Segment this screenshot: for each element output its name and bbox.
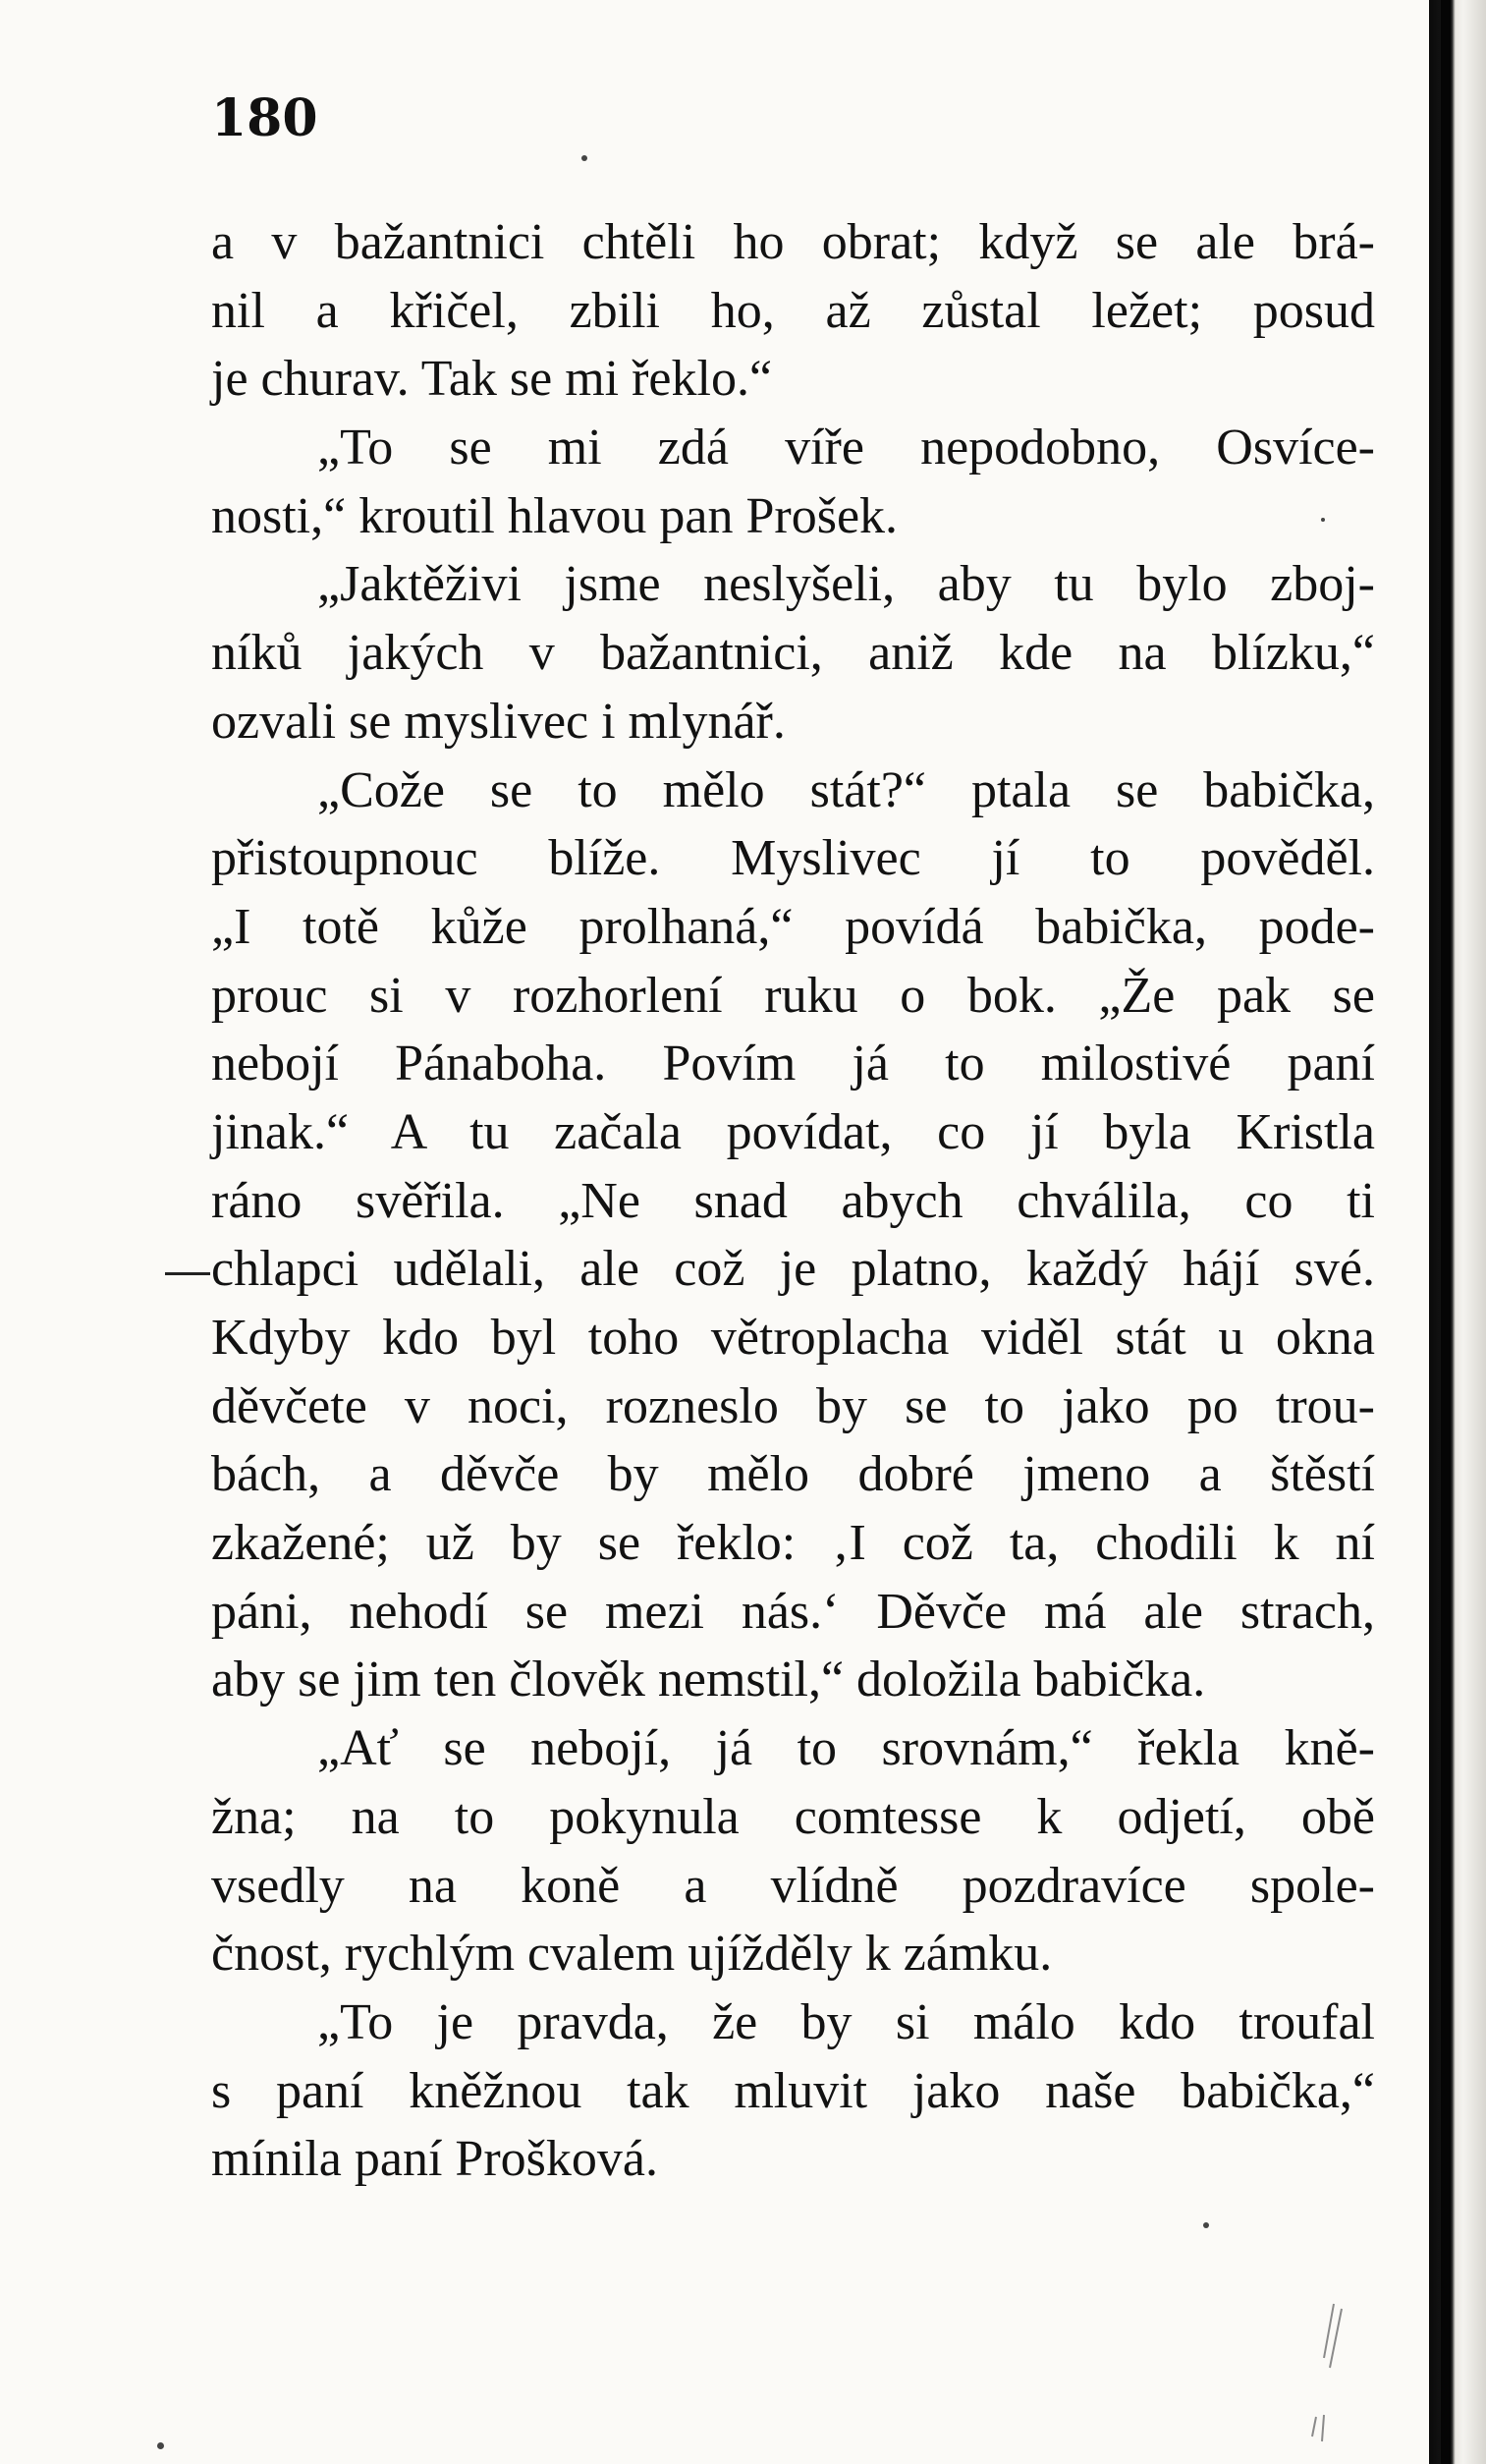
text-line: vsedly na koně a vlídně pozdravíce spole- — [211, 1857, 1375, 1914]
text-line: páni, nehodí se mezi nás.‘ Děvče má ale strach, — [211, 1583, 1375, 1640]
text-line: žna; na to pokynula comtesse k odjetí, obě — [211, 1788, 1375, 1845]
text-line: „I totě kůže prolhaná,“ povídá babička, pode- — [211, 898, 1375, 955]
text-line: „Jaktěživi jsme neslyšeli, aby tu bylo zboj- — [317, 556, 1375, 613]
text-line: je churav. Tak se mi řeklo.“ — [211, 351, 773, 408]
text-line: nosti,“ kroutil hlavou pan Prošek. — [211, 487, 899, 544]
text-line: čnost, rychlým cvalem ujížděly k zámku. — [211, 1926, 1053, 1983]
text-line: mínila paní Prošková. — [211, 2131, 658, 2188]
margin-dash — [165, 1272, 210, 1275]
text-line: jinak.“ A tu začala povídat, co jí byla Kristla — [211, 1103, 1375, 1160]
body-text — [211, 208, 1375, 2194]
page-number: 180 — [211, 88, 318, 148]
text-line: ozvali se myslivec i mlynář. — [211, 693, 786, 750]
text-line: zkažené; už by se řeklo: ‚I což ta, chodili k ní — [211, 1515, 1375, 1572]
text-line: ráno svěřila. „Ne snad abych chválila, co ti — [211, 1172, 1375, 1229]
text-line: děvčete v noci, rozneslo by se to jako po trou- — [211, 1377, 1375, 1434]
text-line: nebojí Pánaboha. Povím já to milostivé paní — [211, 1036, 1375, 1092]
paper-speck — [157, 2442, 164, 2449]
paper-speck — [581, 155, 587, 161]
text-line: níků jakých v bažantnici, aniž kde na blízku,“ — [211, 625, 1375, 682]
text-line: Kdyby kdo byl toho větroplacha viděl stát u okna — [211, 1310, 1375, 1366]
text-line: a v bažantnici chtěli ho obrat; když se ale brá- — [211, 214, 1375, 270]
text-line: s paní kněžnou tak mluvit jako naše babička,“ — [211, 2062, 1375, 2119]
binding-gutter — [1441, 0, 1451, 2464]
text-line: přistoupnouc blíže. Myslivec jí to pověděl. — [211, 830, 1375, 887]
text-line: aby se jim ten člověk nemstil,“ doložila babička. — [211, 1652, 1206, 1708]
pencil-mark — [1294, 2299, 1353, 2446]
text-line: nil a křičel, zbili ho, až zůstal ležet; posud — [211, 282, 1375, 339]
text-line: „Ať se nebojí, já to srovnám,“ řekla kně- — [317, 1720, 1375, 1777]
text-line: prouc si v rozhorlení ruku o bok. „Že pak se — [211, 967, 1375, 1024]
paper-speck — [1203, 2222, 1209, 2228]
text-line: „Cože se to mělo stát?“ ptala se babička, — [317, 761, 1375, 818]
text-line: bách, a děvče by mělo dobré jmeno a štěstí — [211, 1446, 1375, 1503]
paper-speck — [1321, 518, 1325, 522]
binding-edge — [1429, 0, 1486, 2464]
text-line: chlapci udělali, ale což je platno, každý hájí své. — [211, 1241, 1375, 1298]
text-line: „To je pravda, že by si málo kdo troufal — [317, 1993, 1375, 2050]
text-line: „To se mi zdá víře nepodobno, Osvíce- — [317, 420, 1375, 476]
